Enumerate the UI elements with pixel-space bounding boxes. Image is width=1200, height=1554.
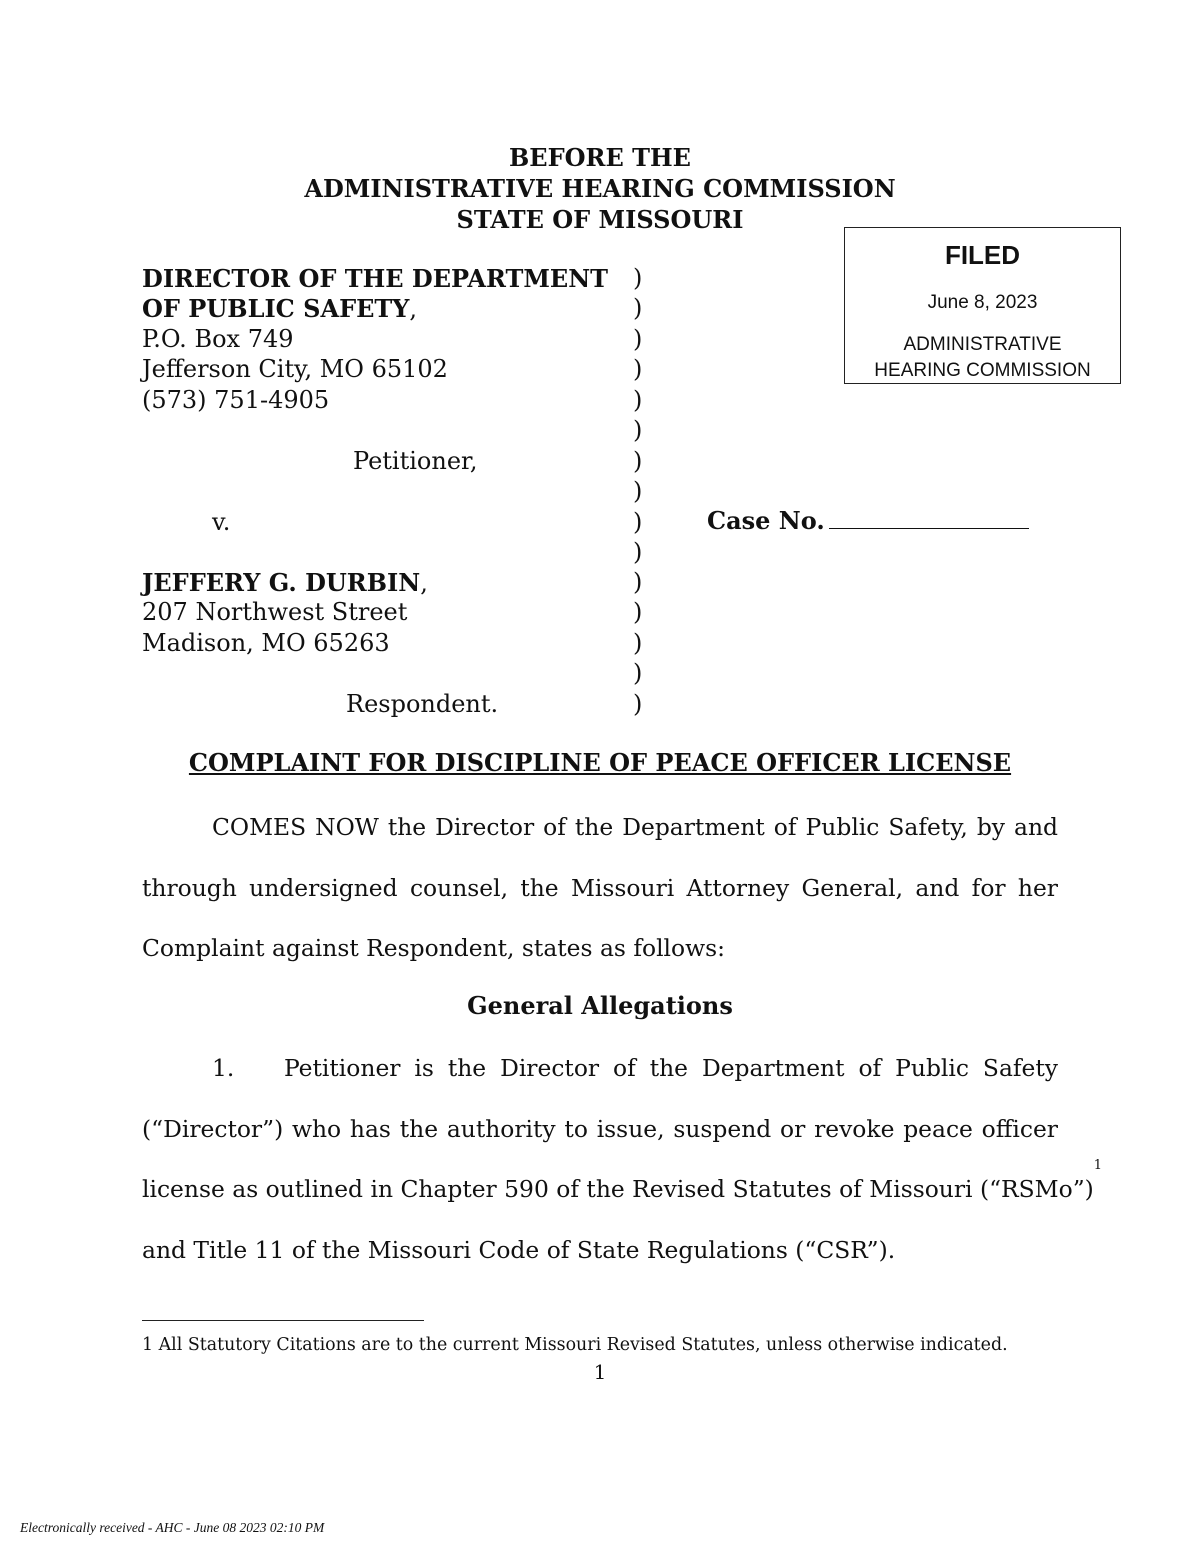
respondent-name: JEFFERY G. DURBIN xyxy=(142,568,421,597)
filed-agency xyxy=(845,332,1120,384)
filed-date: June 8, 2023 xyxy=(927,292,1038,313)
caption-paren: ) xyxy=(633,325,643,353)
respondent-name-comma: , xyxy=(420,569,428,597)
header-line-1: BEFORE THE xyxy=(509,143,691,172)
caption-paren: ) xyxy=(633,659,643,687)
paragraph-1 xyxy=(142,1038,1103,1280)
versus: v. xyxy=(212,508,231,536)
petitioner-address-2: Jefferson City, MO 65102 xyxy=(142,355,448,383)
paragraph-1-line-3-wrap xyxy=(142,1158,1103,1220)
paragraph-1-line-2: (“Director”) who has the authority to issue, suspend or revoke peace officer xyxy=(142,1114,1058,1143)
petitioner-phone: (573) 751-4905 xyxy=(142,386,330,414)
petitioner-name-line-2: OF PUBLIC SAFETY xyxy=(142,294,410,323)
filed-agency-line-2: HEARING COMMISSION xyxy=(874,360,1091,381)
case-number-blank xyxy=(829,506,1029,529)
filed-agency-line-1: ADMINISTRATIVE xyxy=(903,334,1062,355)
respondent-address-2: Madison, MO 65263 xyxy=(142,629,390,657)
footnote-divider xyxy=(142,1320,424,1321)
paragraph-1-line-1-wrap xyxy=(142,1038,1058,1099)
caption-paren: ) xyxy=(633,538,643,566)
footnote xyxy=(142,1335,1008,1355)
paragraph-1-line-1: Petitioner is the Director of the Department of Public Safety xyxy=(284,1054,1058,1082)
petitioner-name-line-1: DIRECTOR OF THE DEPARTMENT xyxy=(142,264,608,293)
respondent-name-wrap xyxy=(142,568,428,597)
caption-paren: ) xyxy=(633,568,643,596)
footnote-number: 1 xyxy=(142,1335,154,1355)
received-stamp: Electronically received - AHC - June 08 2023 02:10 PM xyxy=(20,1520,325,1535)
paragraph-1-number: 1. xyxy=(212,1054,235,1082)
caption-paren: ) xyxy=(633,447,643,475)
case-number-label: Case No. xyxy=(707,506,825,535)
header-line-3: STATE OF MISSOURI xyxy=(456,205,744,234)
petitioner-address-1: P.O. Box 749 xyxy=(142,325,294,353)
filed-stamp xyxy=(844,227,1121,384)
paragraph-1-line-4: and Title 11 of the Missouri Code of State Regulations (“CSR”). xyxy=(142,1235,896,1264)
header-line-2: ADMINISTRATIVE HEARING COMMISSION xyxy=(304,174,896,203)
caption-paren: ) xyxy=(633,294,643,322)
section-heading: General Allegations xyxy=(467,991,733,1020)
intro-line-2: through undersigned counsel, the Missouri Attorney General, and for her xyxy=(142,873,1058,902)
caption-paren: ) xyxy=(633,477,643,505)
petitioner-role: Petitioner, xyxy=(353,447,478,475)
caption-paren: ) xyxy=(633,690,643,718)
case-number xyxy=(707,506,1029,535)
footnote-text: All Statutory Citations are to the current Missouri Revised Statutes, unless otherwise indicated. xyxy=(158,1335,1008,1355)
respondent-address-1: 207 Northwest Street xyxy=(142,598,408,626)
caption-paren: ) xyxy=(633,598,643,626)
intro-line-3: Complaint against Respondent, states as follows: xyxy=(142,934,726,962)
caption-paren: ) xyxy=(633,508,643,536)
respondent-role: Respondent. xyxy=(346,690,499,718)
court-header xyxy=(0,142,1200,235)
caption-paren: ) xyxy=(633,355,643,383)
footnote-reference: 1 xyxy=(1093,1158,1103,1173)
petitioner-name-line-2-wrap xyxy=(142,294,417,323)
intro-line-1: COMES NOW the Director of the Department of Public Safety, by and xyxy=(212,813,1058,841)
caption-paren: ) xyxy=(633,264,643,292)
filed-title: FILED xyxy=(944,240,1021,270)
paragraph-1-line-3: license as outlined in Chapter 590 of the Revised Statutes of Missouri (“RSMo”) xyxy=(142,1175,1094,1203)
intro-paragraph xyxy=(142,797,1058,979)
document-title: COMPLAINT FOR DISCIPLINE OF PEACE OFFICER LICENSE xyxy=(188,748,1012,777)
caption-paren: ) xyxy=(633,629,643,657)
petitioner-name-comma: , xyxy=(409,295,418,323)
page-number: 1 xyxy=(593,1360,607,1384)
caption-paren: ) xyxy=(633,386,643,414)
caption-paren: ) xyxy=(633,416,643,444)
